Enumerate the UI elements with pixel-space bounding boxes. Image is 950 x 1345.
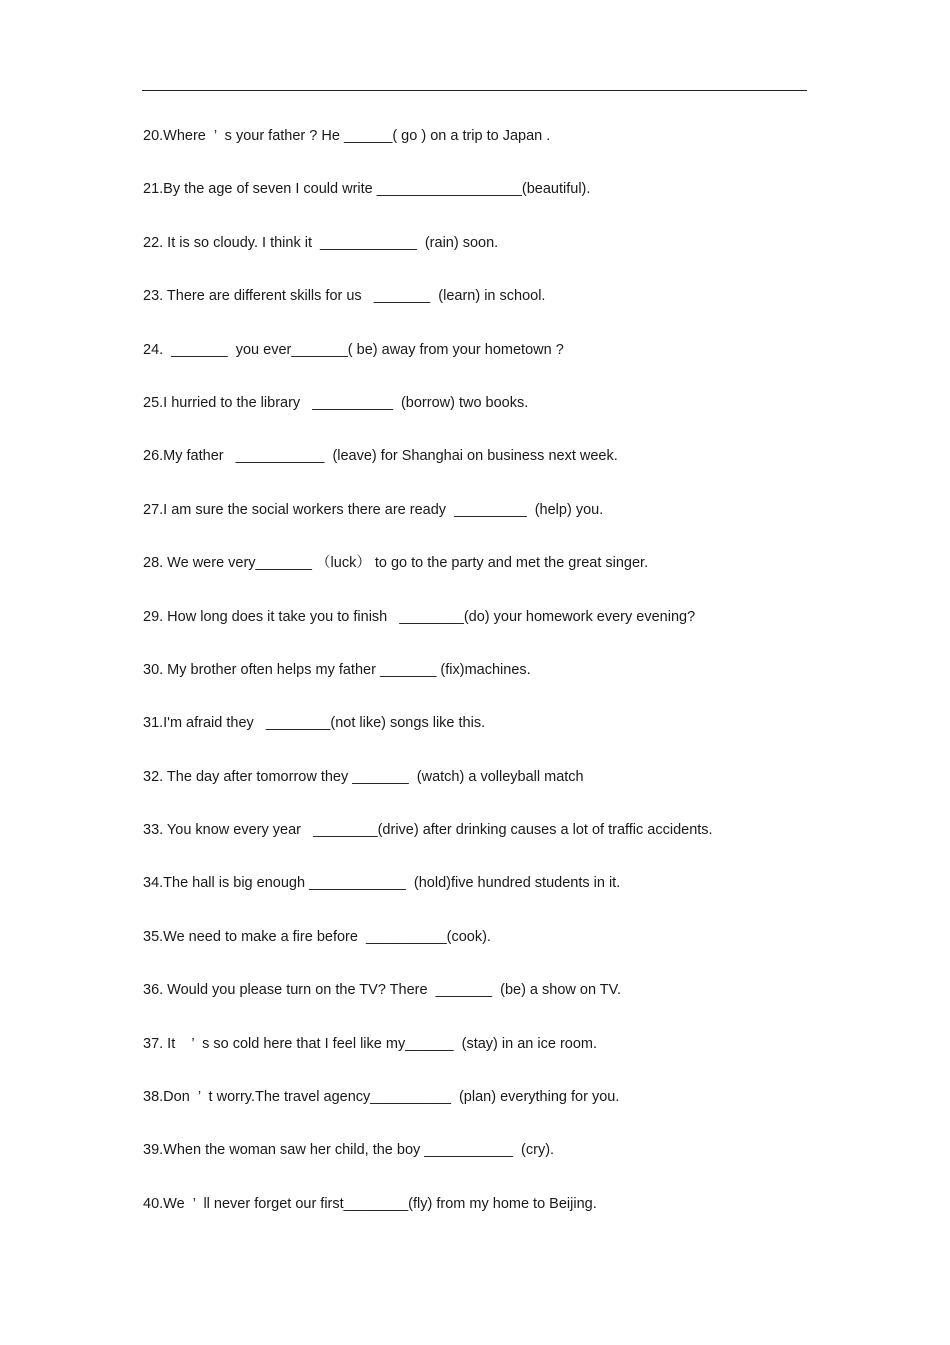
question-39: 39.When the woman saw her child, the boy ___________ (cry).: [143, 1142, 555, 1159]
question-29: 29. How long does it take you to finish ________(do) your homework every evening?: [143, 608, 696, 625]
question-32: 32. The day after tomorrow they _______ (watch) a volleyball match: [143, 768, 584, 785]
question-20: 20.Where ’ s your father ? He ______( go ) on a trip to Japan .: [143, 128, 551, 144]
question-list: [143, 126, 803, 1247]
question-30: 30. My brother often helps my father _______ (fix)machines.: [143, 661, 531, 678]
question-33: 33. You know every year ________(drive) after drinking causes a lot of traffic accidents.: [143, 822, 713, 839]
question-31: 31.I'm afraid they ________(not like) songs like this.: [143, 715, 486, 732]
header-rule: [142, 90, 807, 91]
question-35: 35.We need to make a fire before __________(cook).: [143, 928, 491, 945]
question-22: 22. It is so cloudy. I think it ____________ (rain) soon.: [143, 234, 499, 251]
question-40: 40.We ’ ll never forget our first________(fly) from my home to Beijing.: [143, 1195, 597, 1212]
question-28: 28. We were very_______ （luck） to go to the party and met the great singer.: [143, 555, 649, 572]
question-38: 38.Don ’ t worry.The travel agency__________ (plan) everything for you.: [143, 1089, 620, 1106]
question-24: 24. _______ you ever_______( be) away from your hometown ?: [143, 341, 564, 358]
question-25: 25.I hurried to the library __________ (borrow) two books.: [143, 394, 529, 411]
question-37: 37. It ’ s so cold here that I feel like my______ (stay) in an ice room.: [143, 1035, 598, 1052]
question-23: 23. There are different skills for us _______ (learn) in school.: [143, 288, 546, 305]
question-34: 34.The hall is big enough ____________ (hold)five hundred students in it.: [143, 875, 621, 892]
question-21: 21.By the age of seven I could write __________________(beautiful).: [143, 181, 591, 198]
question-27: 27.I am sure the social workers there are ready _________ (help) you.: [143, 501, 604, 518]
question-36: 36. Would you please turn on the TV? There _______ (be) a show on TV.: [143, 982, 622, 999]
question-26: 26.My father ___________ (leave) for Shanghai on business next week.: [143, 448, 618, 465]
